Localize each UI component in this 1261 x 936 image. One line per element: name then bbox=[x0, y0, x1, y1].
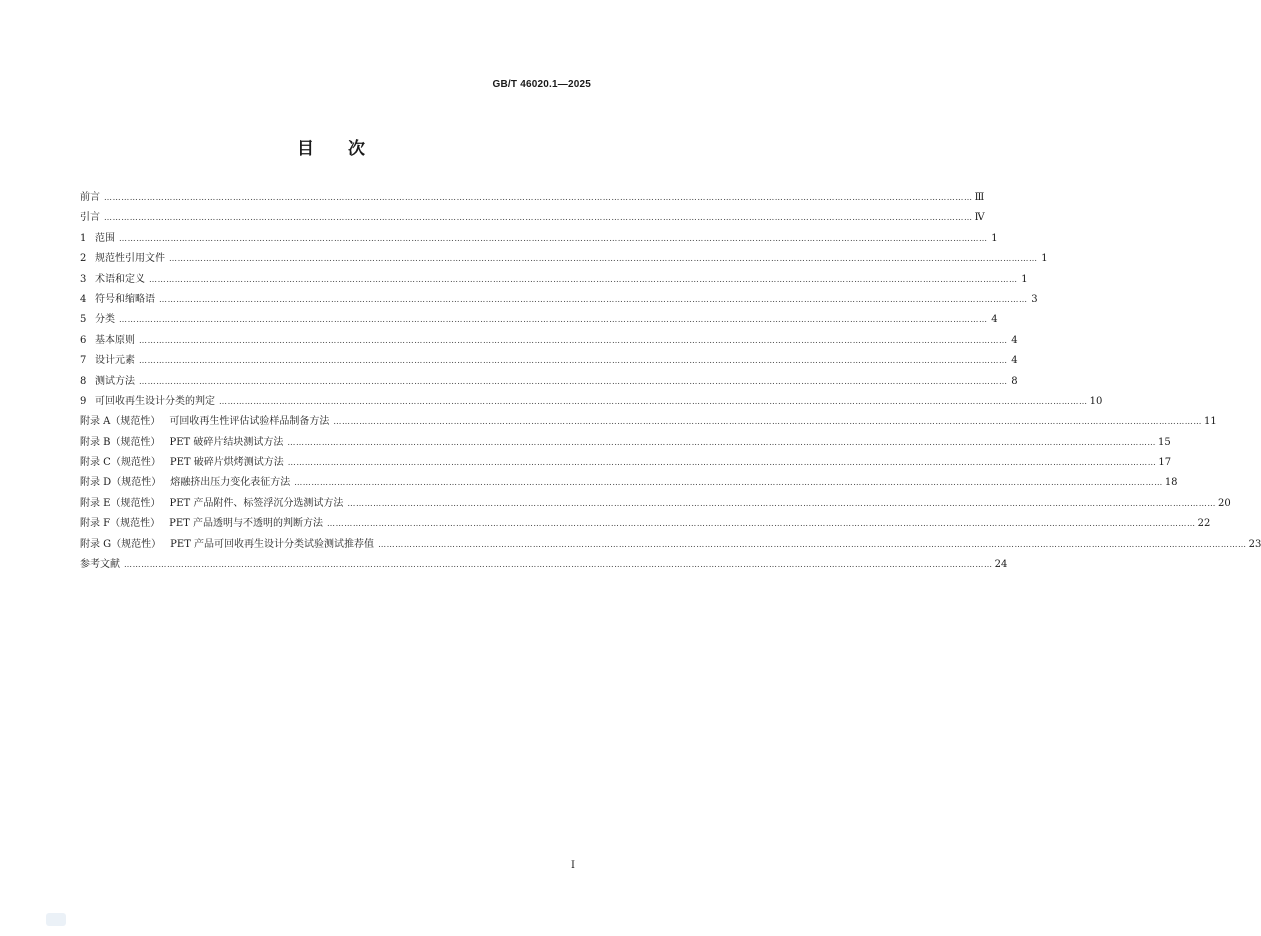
toc-entry-title: 测试方法 bbox=[95, 375, 135, 387]
toc-leader-dots: …………………………………………………………………………………………………………………………………………………………………………………………………………………………………………………………………………… bbox=[287, 458, 1157, 468]
toc-entry-page: 23 bbox=[1248, 538, 1261, 550]
toc-entry-label bbox=[80, 453, 284, 468]
toc-entry-label bbox=[80, 392, 215, 407]
toc-entry-annex: 附录 G（规范性） bbox=[80, 538, 162, 550]
standard-code: GB/T 46020.1—2025 bbox=[492, 79, 591, 90]
toc-entry-label bbox=[80, 270, 145, 285]
toc-entry-title: 基本原则 bbox=[95, 334, 135, 346]
toc-leader-dots: …………………………………………………………………………………………………………………………………………………………………………………………………………………………………………………………………………… bbox=[378, 539, 1247, 549]
toc-entry-number: 2 bbox=[80, 253, 87, 265]
toc-entry-title: 引言 bbox=[80, 212, 100, 224]
toc-entry-page: 10 bbox=[1089, 395, 1103, 407]
toc-entry[interactable] bbox=[80, 555, 1008, 575]
toc-entry-label bbox=[80, 188, 100, 203]
toc-entry-title: 前言 bbox=[80, 192, 100, 203]
toc-entry-title: PET 产品透明与不透明的判断方法 bbox=[169, 518, 324, 530]
toc-entry-title: 术语和定义 bbox=[95, 273, 145, 285]
toc-entry[interactable] bbox=[80, 351, 1018, 371]
toc-entry[interactable] bbox=[80, 392, 1103, 412]
toc-entry-page: 15 bbox=[1158, 436, 1171, 448]
toc-entry-number: 8 bbox=[80, 375, 87, 387]
toc-entry[interactable] bbox=[80, 473, 1178, 493]
toc-entry-annex: 附录 B（规范性） bbox=[80, 436, 161, 448]
toc-entry-number: 9 bbox=[80, 395, 87, 407]
toc-entry-page: 11 bbox=[1204, 416, 1217, 428]
toc-entry[interactable] bbox=[80, 412, 1217, 432]
toc-entry-label bbox=[80, 249, 165, 264]
toc-entry[interactable] bbox=[80, 310, 998, 330]
toc-leader-dots: …………………………………………………………………………………………………………………………………………………………………………………………………………………………………………………………………………… bbox=[159, 294, 1028, 304]
toc-entry-number: 6 bbox=[80, 334, 87, 346]
toc-entry[interactable] bbox=[80, 453, 1172, 473]
toc-leader-dots: …………………………………………………………………………………………………………………………………………………………………………………………………………………………………………………………………………… bbox=[124, 560, 993, 570]
toc-leader-dots: …………………………………………………………………………………………………………………………………………………………………………………………………………………………………………………………………………… bbox=[333, 417, 1203, 427]
toc-entry-page: Ⅳ bbox=[974, 212, 985, 224]
toc-entry-page: 1 bbox=[991, 232, 998, 244]
toc-entry-label bbox=[80, 229, 115, 244]
toc-entry-annex: 附录 A（规范性） bbox=[80, 416, 161, 428]
toc-entry-number: 5 bbox=[80, 314, 87, 326]
toc-entry[interactable] bbox=[80, 372, 1018, 392]
page-title: 目次 bbox=[297, 139, 399, 159]
toc-leader-dots: …………………………………………………………………………………………………………………………………………………………………………………………………………………………………………………………………………… bbox=[104, 193, 973, 202]
toc-entry-number: 1 bbox=[80, 232, 87, 244]
toc-leader-dots: …………………………………………………………………………………………………………………………………………………………………………………………………………………………………………………………………………… bbox=[119, 315, 988, 325]
toc-entry-label bbox=[80, 310, 115, 325]
toc-entry-title: 可回收再生性评估试验样品制备方法 bbox=[169, 416, 330, 428]
toc-entry-page: 24 bbox=[994, 559, 1008, 571]
toc-entry-number: 7 bbox=[80, 355, 87, 367]
toc-entry-label bbox=[80, 514, 323, 529]
toc-leader-dots: …………………………………………………………………………………………………………………………………………………………………………………………………………………………………………………………………………… bbox=[139, 376, 1008, 386]
table-of-contents bbox=[80, 188, 1261, 575]
toc-entry[interactable] bbox=[80, 249, 1048, 269]
toc-entry-page: 18 bbox=[1164, 477, 1178, 489]
toc-entry-label bbox=[80, 372, 135, 387]
toc-entry-label bbox=[80, 208, 100, 223]
toc-entry-page: 22 bbox=[1197, 518, 1211, 530]
toc-entry[interactable] bbox=[80, 494, 1231, 514]
toc-entry-title: 可回收再生设计分类的判定 bbox=[95, 395, 215, 407]
toc-leader-dots: …………………………………………………………………………………………………………………………………………………………………………………………………………………………………………………………………………… bbox=[119, 233, 988, 243]
toc-entry-page: 8 bbox=[1011, 375, 1018, 387]
toc-entry-title: 分类 bbox=[95, 314, 115, 326]
toc-entry-page: 4 bbox=[1011, 355, 1018, 367]
toc-entry-page: 1 bbox=[1041, 253, 1048, 265]
toc-entry[interactable] bbox=[80, 208, 985, 228]
toc-entry-label bbox=[80, 555, 120, 570]
toc-entry-number: 3 bbox=[80, 273, 87, 285]
toc-entry[interactable] bbox=[80, 331, 1018, 351]
toc-entry-title: 规范性引用文件 bbox=[95, 253, 165, 265]
toc-entry-annex: 附录 C（规范性） bbox=[80, 457, 161, 469]
toc-entry-title: PET 产品可回收再生设计分类试验测试推荐值 bbox=[170, 538, 375, 550]
toc-entry-label bbox=[80, 331, 135, 346]
watermark-logo-icon bbox=[46, 913, 66, 926]
toc-leader-dots: …………………………………………………………………………………………………………………………………………………………………………………………………………………………………………………………………………… bbox=[139, 356, 1008, 366]
toc-entry[interactable] bbox=[80, 188, 985, 208]
toc-entry-page: 3 bbox=[1031, 293, 1038, 305]
toc-entry-annex: 附录 D（规范性） bbox=[80, 477, 162, 489]
toc-entry-title: 参考文献 bbox=[80, 559, 120, 571]
toc-entry[interactable] bbox=[80, 290, 1038, 310]
toc-leader-dots: …………………………………………………………………………………………………………………………………………………………………………………………………………………………………………………………………………… bbox=[294, 478, 1163, 488]
toc-entry[interactable] bbox=[80, 433, 1171, 453]
toc-entry-title: PET 破碎片结块测试方法 bbox=[169, 436, 284, 448]
toc-entry-page: 20 bbox=[1217, 497, 1231, 509]
page-number: Ⅰ bbox=[571, 860, 575, 871]
toc-leader-dots: …………………………………………………………………………………………………………………………………………………………………………………………………………………………………………………………………………… bbox=[219, 396, 1088, 406]
toc-entry-page: Ⅲ bbox=[974, 192, 985, 203]
toc-entry-label bbox=[80, 473, 290, 488]
toc-leader-dots: …………………………………………………………………………………………………………………………………………………………………………………………………………………………………………………………………………… bbox=[287, 437, 1157, 447]
toc-entry[interactable] bbox=[80, 535, 1261, 555]
toc-leader-dots: …………………………………………………………………………………………………………………………………………………………………………………………………………………………………………………………………………… bbox=[139, 335, 1008, 345]
toc-leader-dots: …………………………………………………………………………………………………………………………………………………………………………………………………………………………………………………………………………… bbox=[169, 254, 1038, 264]
toc-entry-page: 4 bbox=[1011, 334, 1018, 346]
toc-entry[interactable] bbox=[80, 270, 1028, 290]
toc-entry-label bbox=[80, 494, 343, 509]
toc-entry-annex: 附录 F（规范性） bbox=[80, 518, 161, 530]
toc-entry-page: 1 bbox=[1021, 273, 1028, 285]
toc-entry-label bbox=[80, 351, 135, 366]
toc-leader-dots: …………………………………………………………………………………………………………………………………………………………………………………………………………………………………………………………………………… bbox=[149, 274, 1018, 284]
toc-entry-title: 设计元素 bbox=[95, 355, 135, 367]
toc-entry-number: 4 bbox=[80, 293, 87, 305]
toc-entry-label bbox=[80, 433, 283, 448]
toc-entry-title: 符号和缩略语 bbox=[95, 293, 155, 305]
toc-entry[interactable] bbox=[80, 514, 1211, 534]
toc-entry-title: PET 产品附件、标签浮沉分选测试方法 bbox=[169, 497, 344, 509]
toc-entry-page: 4 bbox=[991, 314, 998, 326]
toc-leader-dots: …………………………………………………………………………………………………………………………………………………………………………………………………………………………………………………………………………… bbox=[347, 498, 1216, 508]
toc-entry-title: 熔融挤出压力变化表征方法 bbox=[170, 477, 291, 489]
toc-entry-label bbox=[80, 535, 374, 550]
toc-entry-title: 范围 bbox=[95, 232, 115, 244]
toc-leader-dots: …………………………………………………………………………………………………………………………………………………………………………………………………………………………………………………………………………… bbox=[104, 213, 973, 223]
toc-entry-annex: 附录 E（规范性） bbox=[80, 497, 161, 509]
toc-entry-title: PET 破碎片烘烤测试方法 bbox=[169, 457, 284, 469]
toc-entry-label bbox=[80, 412, 329, 427]
toc-entry-page: 17 bbox=[1158, 457, 1172, 469]
toc-entry-label bbox=[80, 290, 155, 305]
toc-leader-dots: …………………………………………………………………………………………………………………………………………………………………………………………………………………………………………………………………………… bbox=[327, 519, 1196, 529]
toc-entry[interactable] bbox=[80, 229, 998, 249]
